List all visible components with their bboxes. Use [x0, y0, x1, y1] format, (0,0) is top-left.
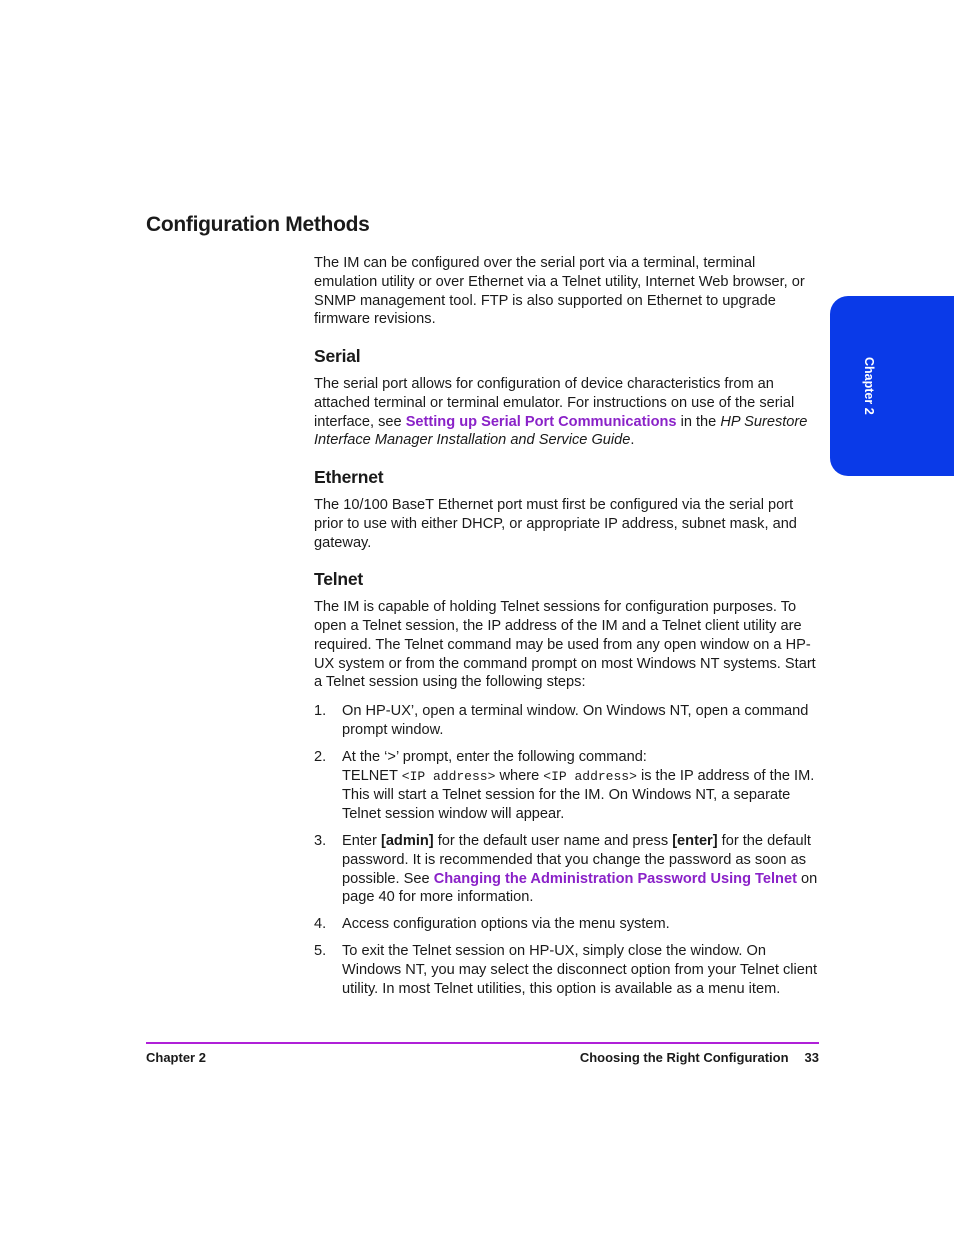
step-number: 4. [314, 916, 327, 933]
telnet-heading: Telnet [314, 569, 364, 590]
step-text: To exit the Telnet session on HP-UX, simply close the window. On Windows NT, you may select the disconnect option from your Telnet client utility. In most Telnet utilities, this option is available as a menu item. [342, 942, 818, 997]
footer-chapter: Chapter 2 [146, 1050, 206, 1065]
list-item [314, 832, 819, 907]
step-2-text-3: is the IP address of the IM. This will start a Telnet session for the IM. On Windows NT, a separate Telnet session window will appear. [342, 767, 815, 823]
serial-text-3: . [630, 432, 635, 449]
change-password-link[interactable]: Changing the Administration Password Using Telnet [433, 870, 797, 887]
step-text: Access configuration options via the menu system. [342, 916, 670, 933]
footer-divider [146, 1042, 819, 1044]
serial-heading: Serial [314, 346, 361, 367]
page-title: Configuration Methods [146, 213, 370, 236]
step-2-text-2: where [499, 767, 540, 784]
list-item [314, 942, 819, 998]
serial-text-2: in the [680, 413, 717, 430]
page-number: 33 [804, 1050, 819, 1065]
step-3-text-3: for the default password. It is recommended that you change the password as soon as possible. See [342, 832, 811, 887]
ethernet-heading: Ethernet [314, 467, 384, 488]
telnet-command: TELNET [342, 767, 398, 784]
enter-key: [enter] [672, 832, 718, 849]
list-item [314, 748, 819, 824]
footer-right [580, 1050, 819, 1065]
footer-section-title: Choosing the Right Configuration [579, 1050, 789, 1065]
ip-address-code: <IP address> [543, 768, 637, 784]
chapter-tab-label: Chapter 2 [862, 357, 876, 415]
step-text [342, 832, 819, 907]
main-content [314, 254, 819, 1006]
telnet-steps [314, 702, 819, 998]
step-3-text-2: for the default user name and press [437, 832, 669, 849]
step-number: 1. [314, 703, 327, 720]
list-item [314, 702, 819, 740]
step-text: On HP-UX’, open a terminal window. On Windows NT, open a command prompt window. [342, 703, 809, 738]
step-number: 2. [314, 748, 327, 765]
intro-paragraph: The IM can be configured over the serial port via a terminal, terminal emulation utility or over Ethernet via a Telnet utility, Internet Web browser, or SNMP management tool. FTP is also supported on Ethernet to upgrade firmware revisions. [314, 255, 805, 328]
step-text [342, 748, 819, 824]
serial-port-link[interactable]: Setting up Serial Port Communications [405, 413, 677, 430]
ethernet-paragraph: The 10/100 BaseT Ethernet port must first be configured via the serial port prior to use with either DHCP, or appropriate IP address, subnet mask, and gateway. [314, 496, 797, 551]
step-2-text-1: At the ‘>’ prompt, enter the following command: [342, 748, 647, 765]
step-number: 3. [314, 832, 327, 849]
serial-text-1: The serial port allows for configuration of device characteristics from an attached terminal or terminal emulator. For instructions on use of the serial interface, see [314, 375, 795, 430]
step-3-text-4: on page 40 for more information. [342, 870, 818, 906]
list-item [314, 915, 819, 934]
serial-paragraph [314, 375, 819, 450]
chapter-tab [830, 296, 954, 476]
admin-key: [admin] [380, 832, 434, 849]
step-number: 5. [314, 942, 327, 959]
ip-address-code: <IP address> [401, 768, 496, 784]
telnet-paragraph: The IM is capable of holding Telnet sessions for configuration purposes. To open a Telnet session, the IP address of the IM and a Telnet client utility are required. The Telnet command may be used from any open window on a HP-UX system or from the command prompt on most Windows NT systems. Start a Telnet session using the following steps: [314, 599, 816, 691]
guide-title: HP Surestore Interface Manager Installation and Service Guide [314, 413, 808, 449]
step-3-text-1: Enter [342, 832, 377, 849]
